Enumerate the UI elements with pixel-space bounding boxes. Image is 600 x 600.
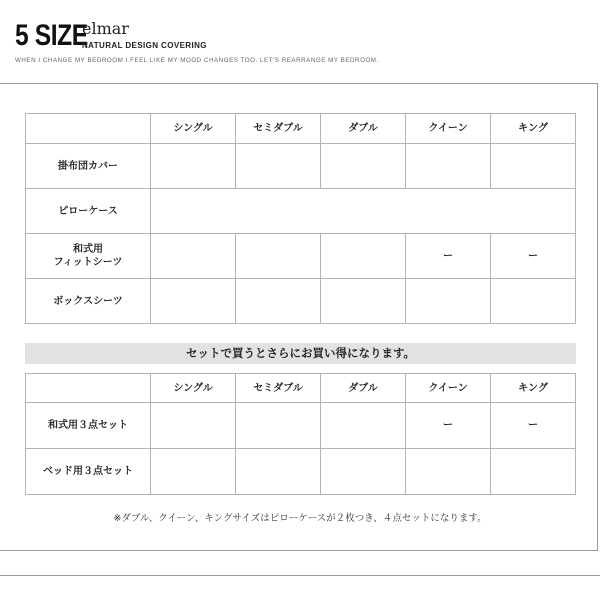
table-cell	[321, 403, 406, 449]
table-cell	[321, 144, 406, 189]
table-cell	[151, 234, 236, 279]
column-header-double: ダブル	[321, 114, 406, 144]
unavailable-cell: ー	[406, 403, 491, 449]
table-header-row	[26, 114, 576, 144]
brand-logo-name: elmar	[82, 19, 129, 38]
column-header-semi-double: セミダブル	[236, 374, 321, 403]
table-cell	[151, 403, 236, 449]
table-row	[26, 189, 576, 234]
column-header-king: キング	[491, 114, 576, 144]
table-cell	[236, 234, 321, 279]
table-cell	[151, 449, 236, 495]
table-cell	[491, 449, 576, 495]
row-label-japanese-3-piece-set: 和式用３点セット	[26, 403, 151, 449]
brand-tagline: NATURAL DESIGN COVERING	[82, 41, 207, 50]
bottom-divider	[0, 575, 600, 576]
row-label-line: 和式用	[73, 244, 103, 255]
unavailable-cell: ー	[491, 403, 576, 449]
corner-cell	[26, 114, 151, 144]
table-cell	[236, 144, 321, 189]
table-cell	[491, 144, 576, 189]
row-label-duvet-cover: 掛布団カバー	[26, 144, 151, 189]
table-cell	[236, 403, 321, 449]
size-availability-table	[25, 113, 576, 324]
table-cell	[491, 279, 576, 324]
set-discount-banner: セットで買うとさらにお買い得になります。	[25, 343, 576, 364]
corner-cell	[26, 374, 151, 403]
column-header-single: シングル	[151, 114, 236, 144]
unavailable-cell: ー	[491, 234, 576, 279]
unavailable-cell: ー	[406, 234, 491, 279]
column-header-queen: クイーン	[406, 374, 491, 403]
table-cell	[406, 144, 491, 189]
table-cell	[236, 449, 321, 495]
table-cell	[151, 144, 236, 189]
table-cell	[321, 279, 406, 324]
table-header-row	[26, 374, 576, 403]
table-row	[26, 234, 576, 279]
column-header-single: シングル	[151, 374, 236, 403]
table-row	[26, 449, 576, 495]
row-label-bed-3-piece-set: ベッド用３点セット	[26, 449, 151, 495]
column-header-semi-double: セミダブル	[236, 114, 321, 144]
table-cell	[406, 279, 491, 324]
table-row	[26, 403, 576, 449]
row-label-line: フィットシーツ	[53, 257, 123, 268]
table-cell	[151, 279, 236, 324]
column-header-queen: クイーン	[406, 114, 491, 144]
table-cell	[321, 449, 406, 495]
table-cell	[406, 449, 491, 495]
merged-cell	[151, 189, 576, 234]
row-label-box-sheet: ボックスシーツ	[26, 279, 151, 324]
brand-subline: WHEN I CHANGE MY BEDROOM I FEEL LIKE MY MOOD CHANGES TOO. LET'S REARRANGE MY BEDROOM.	[15, 57, 379, 64]
column-header-king: キング	[491, 374, 576, 403]
row-label-japanese-fitted-sheet	[26, 234, 151, 279]
set-availability-table	[25, 373, 576, 495]
table-row	[26, 144, 576, 189]
footnote: ※ダブル、クイーン、キングサイズはピローケースが２枚つき、４点セットになります。	[113, 513, 487, 524]
table-cell	[236, 279, 321, 324]
row-label-pillow-case: ピローケース	[26, 189, 151, 234]
table-row	[26, 279, 576, 324]
column-header-double: ダブル	[321, 374, 406, 403]
size-count-title: 5 SIZE	[15, 19, 88, 52]
table-cell	[321, 234, 406, 279]
